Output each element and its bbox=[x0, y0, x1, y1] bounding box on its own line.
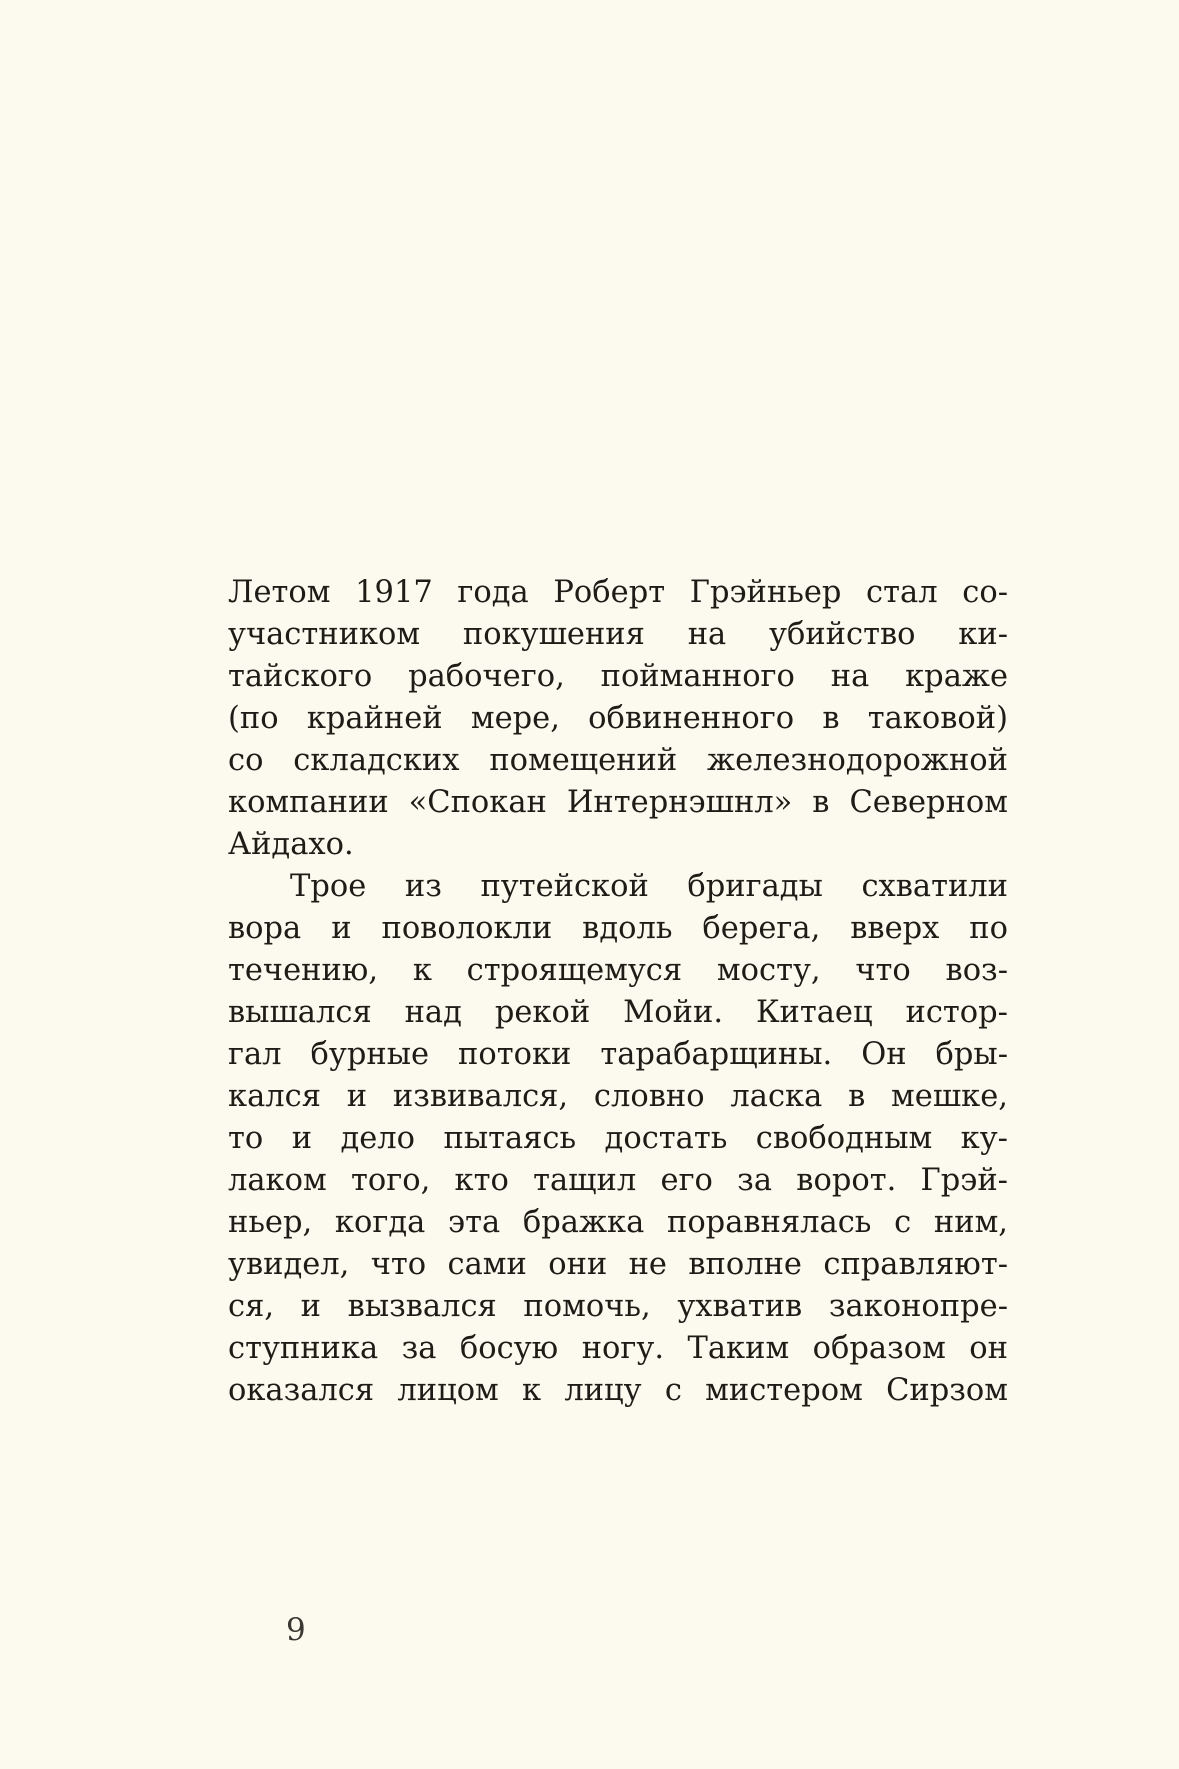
text-line: вышался над рекой Мойи. Китаец истор- bbox=[228, 995, 1008, 1030]
text-line: вора и поволокли вдоль берега, вверх по bbox=[228, 911, 1008, 946]
text-line: кался и извивался, словно ласка в мешке, bbox=[228, 1079, 1008, 1114]
text-line: гал бурные потоки тарабарщины. Он бры- bbox=[228, 1037, 1008, 1072]
text-line: Летом 1917 года Роберт Грэйньер стал со- bbox=[228, 575, 1008, 610]
text-line: компании «Спокан Интернэшнл» в Северном bbox=[228, 785, 1008, 820]
text-line: ся, и вызвался помочь, ухватив законопре- bbox=[228, 1289, 1008, 1324]
page-number: 9 bbox=[286, 1612, 306, 1648]
text-line: оказался лицом к лицу с мистером Сирзом bbox=[228, 1373, 1008, 1408]
text-line: тайского рабочего, пойманного на краже bbox=[228, 659, 1008, 694]
text-line: то и дело пытаясь достать свободным ку- bbox=[228, 1121, 1008, 1156]
text-line: со складских помещений железнодорожной bbox=[228, 743, 1008, 778]
text-line: лаком того, кто тащил его за ворот. Грэй- bbox=[228, 1163, 1008, 1198]
text-line: (по крайней мере, обвиненного в таковой) bbox=[228, 701, 1008, 736]
text-line: Трое из путейской бригады схватили bbox=[290, 869, 1008, 904]
text-line: ньер, когда эта бражка поравнялась с ним, bbox=[228, 1205, 1008, 1240]
text-line: ступника за босую ногу. Таким образом он bbox=[228, 1331, 1008, 1366]
text-line: течению, к строящемуся мосту, что воз- bbox=[228, 953, 1008, 988]
body-text bbox=[228, 572, 1008, 1412]
text-line: участником покушения на убийство ки- bbox=[228, 617, 1008, 652]
text-line: Айдахо. bbox=[228, 827, 354, 862]
text-line: увидел, что сами они не вполне справляют- bbox=[228, 1247, 1008, 1282]
